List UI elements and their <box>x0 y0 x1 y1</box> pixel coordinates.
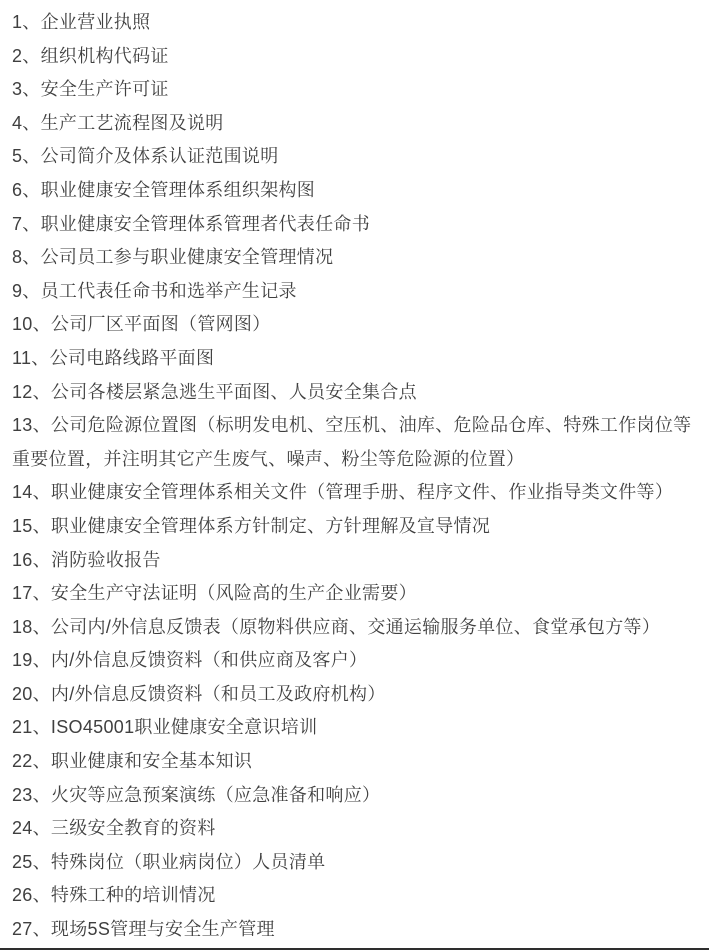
checklist-item: 3、安全生产许可证 <box>12 79 169 100</box>
checklist-item: 5、公司简介及体系认证范围说明 <box>12 146 279 167</box>
bottom-divider <box>0 948 709 950</box>
checklist-item: 25、特殊岗位（职业病岗位）人员清单 <box>12 851 326 872</box>
checklist-item: 15、职业健康安全管理体系方针制定、方针理解及宣导情况 <box>12 515 491 536</box>
checklist-item: 27、现场5S管理与安全生产管理 <box>12 919 275 940</box>
checklist-item: 11、公司电路线路平面图 <box>12 347 215 368</box>
checklist-item: 17、安全生产守法证明（风险高的生产企业需要） <box>12 583 417 604</box>
checklist-item: 12、公司各楼层紧急逃生平面图、人员安全集合点 <box>12 381 417 402</box>
checklist-item: 13、公司危险源位置图（标明发电机、空压机、油库、危险品仓库、特殊工作岗位等重要位置，并注明其它产生废气、噪声、粉尘等危险源的位置） <box>12 415 692 469</box>
checklist-item: 16、消防验收报告 <box>12 549 161 570</box>
checklist-item: 4、生产工艺流程图及说明 <box>12 112 224 133</box>
checklist-item: 1、企业营业执照 <box>12 12 151 32</box>
checklist-item: 26、特殊工种的培训情况 <box>12 885 216 906</box>
checklist-item: 6、职业健康安全管理体系组织架构图 <box>12 179 316 200</box>
checklist-item: 14、职业健康安全管理体系相关文件（管理手册、程序文件、作业指导类文件等） <box>12 482 674 503</box>
checklist-item: 19、内/外信息反馈资料（和供应商及客户） <box>12 650 368 671</box>
checklist-item: 8、公司员工参与职业健康安全管理情况 <box>12 247 334 268</box>
checklist-item: 9、员工代表任命书和选举产生记录 <box>12 280 297 301</box>
checklist-item: 7、职业健康安全管理体系管理者代表任命书 <box>12 213 371 234</box>
checklist-item: 24、三级安全教育的资料 <box>12 818 216 839</box>
checklist-item: 18、公司内/外信息反馈表（原物料供应商、交通运输服务单位、食堂承包方等） <box>12 616 661 637</box>
checklist-item: 23、火灾等应急预案演练（应急准备和响应） <box>12 784 381 805</box>
checklist-item: 21、ISO45001职业健康安全意识培训 <box>12 717 318 738</box>
checklist-item: 2、组织机构代码证 <box>12 45 169 66</box>
checklist-item: 10、公司厂区平面图（管网图） <box>12 314 271 335</box>
checklist-item: 20、内/外信息反馈资料（和员工及政府机构） <box>12 683 386 704</box>
checklist-item: 22、职业健康和安全基本知识 <box>12 751 253 772</box>
